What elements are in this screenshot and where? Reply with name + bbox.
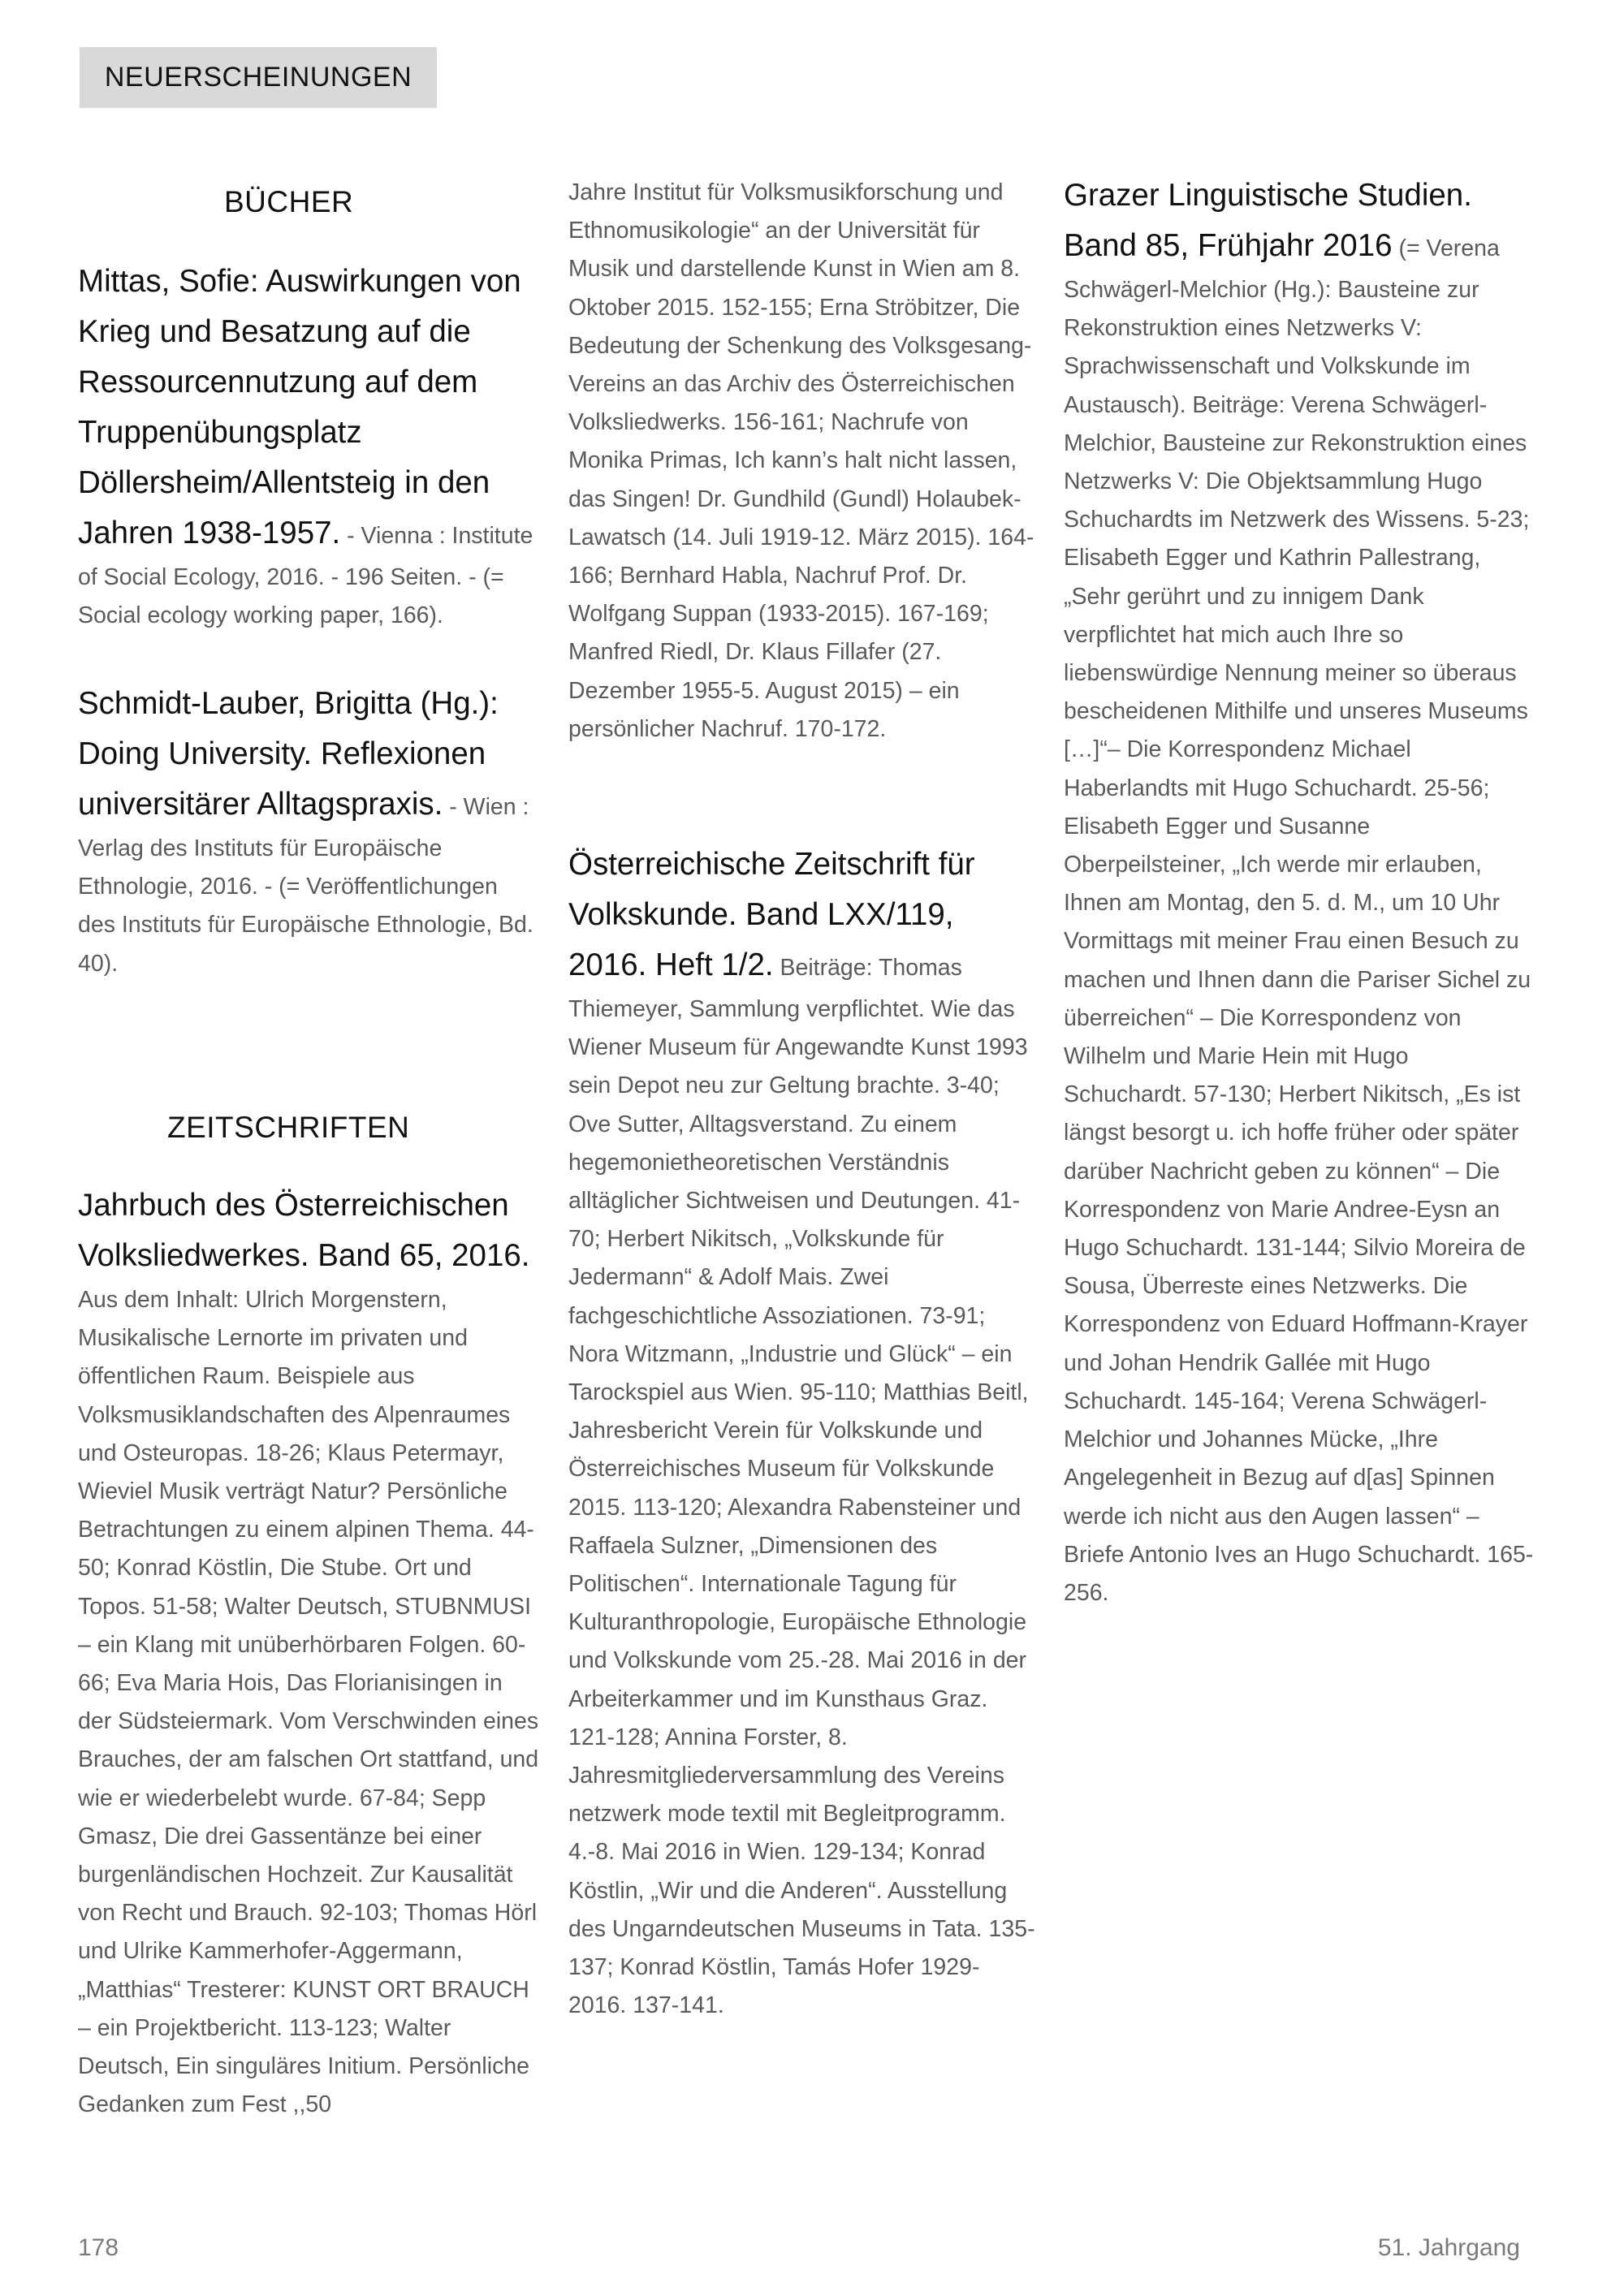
journal-entry (78, 1180, 541, 2124)
page-number: 178 (78, 2234, 119, 2261)
section-tag: NEUERSCHEINUNGEN (80, 47, 437, 108)
book-title: Schmidt-Lauber, Brigitta (Hg.): Doing University. Reflexionen universitärer Alltagspraxis. (78, 686, 499, 822)
journal-details: Aus dem Inhalt: Ulrich Morgenstern, Musikalische Lernorte im privaten und öffentlichen Raum. Beispiele aus Volksmusiklandschaften des Alpenraumes und Osteuropas. 18-26; Klaus Petermayr, Wieviel Musik verträgt Natur? Persönliche Betrachtungen zu einem alpinen Thema. 44-50; Konrad Köstlin, Die Stube. Ort und Topos. 51-58; Walter Deutsch, STUBNMUSI – ein Klang mit unüberhörbaren Folgen. 60-66; Eva Maria Hois, Das Florianisingen in der Südsteiermark. Vom Verschwinden eines Brauches, der am falschen Ort stattfand, und wie er wiederbelebt wurde. 67-84; Sepp Gmasz, Die drei Gassentänze bei einer burgenländischen Hochzeit. Zur Kausalität von Recht und Brauch. 92-103; Thomas Hörl und Ulrike Kammerhofer-Aggermann, „Matthias“ Tresterer: KUNST ORT BRAUCH – ein Projektbericht. 113-123; Walter Deutsch, Ein singuläres Initium. Persönliche Gedanken zum Fest ,,50 (78, 1287, 539, 2118)
book-details: - Vienna : Institute of Social Ecology, 2016. - 196 Seiten. - (= Social ecology working paper, 166). (78, 523, 533, 629)
journal-title: Österreichische Zeitschrift für Volkskunde. Band LXX/119, 2016. Heft 1/2. (568, 847, 975, 982)
book-entry (78, 257, 541, 635)
book-title: Mittas, Sofie: Auswirkungen von Krieg und Besatzung auf die Ressourcennutzung auf dem Truppenübungsplatz Döllersheim/Allentsteig in den Jahren 1938-1957. (78, 264, 521, 550)
volume-label: 51. Jahrgang (1377, 2234, 1520, 2261)
book-entry (78, 679, 541, 983)
book-details: - Wien : Verlag des Instituts für Europäische Ethnologie, 2016. - (= Veröffentlichungen des Instituts für Europäische Ethnologie, Bd. 40). (78, 794, 533, 977)
heading-journals: ZEITSCHRIFTEN (167, 1111, 410, 1144)
journal-details-continued (568, 174, 1035, 749)
heading-books: BÜCHER (224, 185, 354, 218)
journal-entry (568, 839, 1035, 2025)
journal-title: Grazer Linguistische Studien. Band 85, Frühjahr 2016 (1064, 178, 1472, 263)
journal-details: (= Verena Schwägerl-Melchior (Hg.): Bausteine zur Rekonstruktion eines Netzwerks V: Sprachwissenschaft und Volkskunde im Austausch). Beiträge: Verena Schwägerl-Melchior, Bausteine zur Rekonstruktion eines Netzwerks V: Die Objektsammlung Hugo Schuchardts im Netzwerk des Wissens. 5-23; Elisabeth Egger und Kathrin Pallestrang, „Sehr gerührt und zu innigem Dank verpflichtet hat mich auch Ihre so liebenswürdige Nennung meiner so überaus bescheidenen Mithilfe und unseres Museums […]“– Die Korrespondenz Michael Haberlandts mit Hugo Schuchardt. 25-56; Elisabeth Egger und Susanne Oberpeilsteiner, „Ich werde mir erlauben, Ihnen am Montag, den 5. d. M., um 10 Uhr Vormittags mit meiner Frau einen Besuch zu machen und Ihnen dann die Pariser Sichel zu überreichen“ – Die Korrespondenz von Wilhelm und Marie Hein mit Hugo Schuchardt. 57-130; Herbert Nikitsch, „Es ist längst besorgt u. ich hoffe früher oder später darüber Nachricht geben zu können“ – Die Korrespondenz von Marie Andree-Eysn an Hugo Schuchardt. 131-144; Silvio Moreira de Sousa, Überreste eines Netzwerks. Die Korrespondenz von Eduard Hoffmann-Krayer und Johan Hendrik Gallée mit Hugo Schuchardt. 145-164; Verena Schwägerl-Melchior und Johannes Mücke, „Ihre Angelegenheit in Bezug auf d[as] Spinnen werde ich nicht aus den Augen lassen“ – Briefe Antonio Ives an Hugo Schuchardt. 165-256. (1064, 235, 1534, 1606)
journal-details: Beiträge: Thomas Thiemeyer, Sammlung verpflichtet. Wie das Wiener Museum für Angewandte Kunst 1993 sein Depot neu zur Geltung brachte. 3-40; Ove Sutter, Alltagsverstand. Zu einem hegemonietheoretischen Verständnis alltäglicher Sichtweisen und Deutungen. 41-70; Herbert Nikitsch, „Volkskunde für Jedermann“ & Adolf Mais. Zwei fachgeschichtliche Assoziationen. 73-91; Nora Witzmann, „Industrie und Glück“ – ein Tarockspiel aus Wien. 95-110; Matthias Beitl, Jahresbericht Verein für Volkskunde und Österreichisches Museum für Volkskunde 2015. 113-120; Alexandra Rabensteiner und Raffaela Sulzner, „Dimensionen des Politischen“. Internationale Tagung für Kulturanthropologie, Europäische Ethnologie und Volkskunde vom 25.-28. Mai 2016 in der Arbeiterkammer und im Kunsthaus Graz. 121-128; Annina Forster, 8. Jahresmitgliederversammlung des Vereins netzwerk mode textil mit Begleitprogramm. 4.-8. Mai 2016 in Wien. 129-134; Konrad Köstlin, „Wir und die Anderen“. Ausstellung des Ungarndeutschen Museums in Tata. 135-137; Konrad Köstlin, Tamás Hofer 1929-2016. 137-141. (568, 955, 1035, 2019)
journal-title: Jahrbuch des Österreichischen Volksliedwerkes. Band 65, 2016. (78, 1188, 530, 1273)
journal-continuation-text: Jahre Institut für Volksmusikforschung und Ethnomusikologie“ an der Universität für Musik und darstellende Kunst in Wien am 8. Oktober 2015. 152-155; Erna Ströbitzer, Die Bedeutung der Schenkung des Volksgesang-Vereins an das Archiv des Österreichischen Volksliedwerks. 156-161; Nachrufe von Monika Primas, Ich kann’s halt nicht lassen, das Singen! Dr. Gundhild (Gundl) Holaubek-Lawatsch (14. Juli 1919-12. März 2015). 164-166; Bernhard Habla, Nachruf Prof. Dr. Wolfgang Suppan (1933-2015). 167-169; Manfred Riedl, Dr. Klaus Fillafer (27. Dezember 1955-5. August 2015) – ein persönlicher Nachruf. 170-172. (568, 179, 1034, 742)
journal-entry (1064, 170, 1535, 1612)
